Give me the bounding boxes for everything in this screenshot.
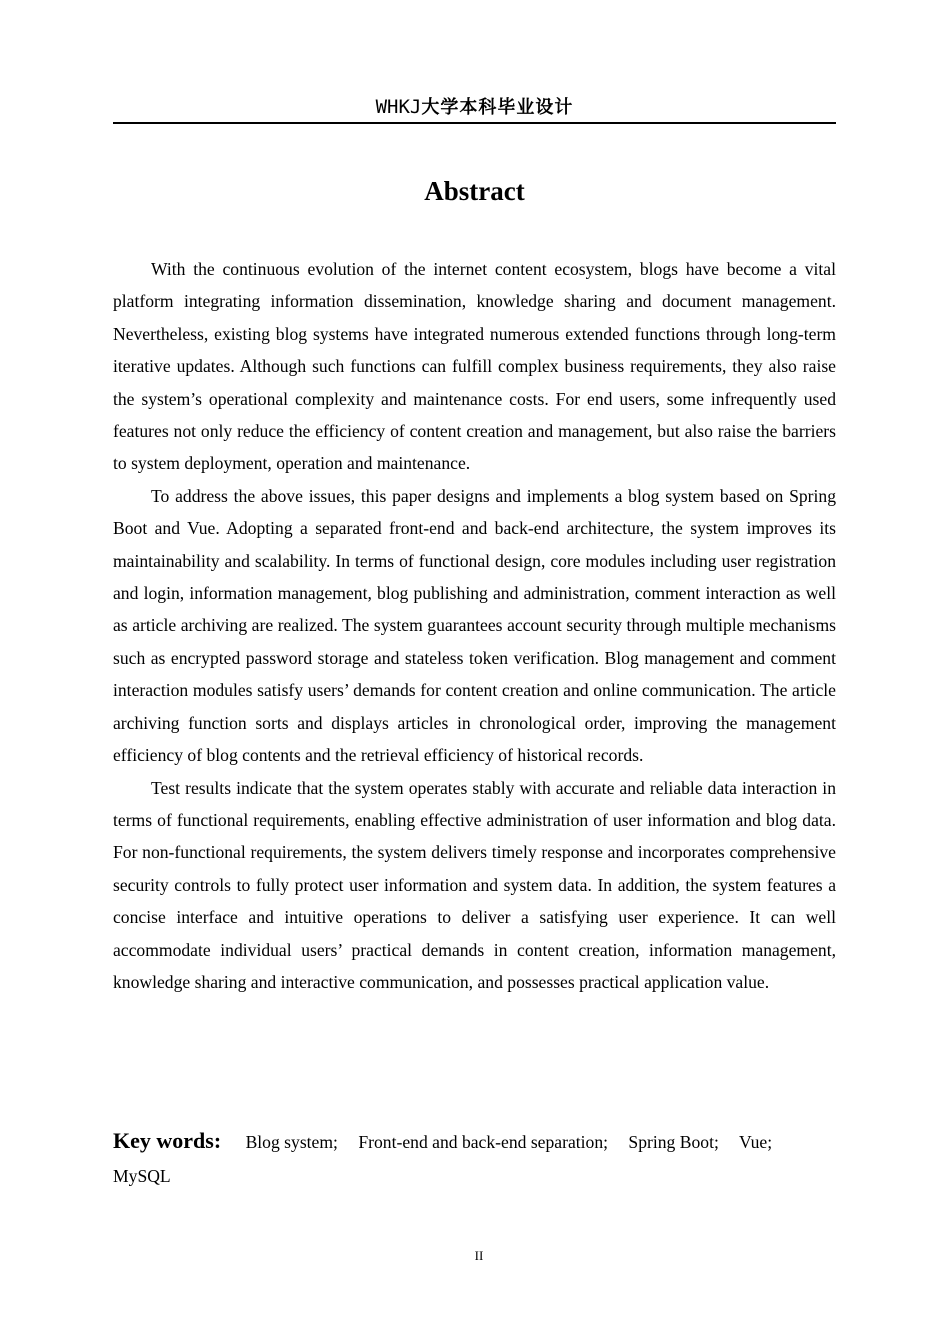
keywords-section (113, 1124, 836, 1193)
keyword-item: Blog system; (245, 1132, 338, 1152)
abstract-body (113, 253, 836, 998)
keywords-label: Key words: (113, 1128, 222, 1153)
keyword-item: MySQL (113, 1166, 171, 1186)
header-school-code: WHKJ (375, 96, 422, 118)
keyword-item: Spring Boot; (628, 1132, 719, 1152)
keyword-item: Front-end and back-end separation; (358, 1132, 609, 1152)
abstract-title: Abstract (424, 176, 525, 206)
keyword-item: Vue; (738, 1132, 773, 1152)
abstract-paragraph: Test results indicate that the system operates stably with accurate and reliable data interaction in terms of functional requirements, enabling effective administration of user information and blog data. For non-functional requirements, the system delivers timely response and incorporates comprehensive security controls to fully protect user information and system data. In addition, the system features a concise interface and intuitive operations to deliver a satisfying user experience. It can well accommodate individual users’ practical demands in content creation, information management, knowledge sharing and interactive communication, and possesses practical application value. (113, 777, 836, 992)
page-number: II (474, 1248, 484, 1263)
abstract-paragraph: With the continuous evolution of the internet content ecosystem, blogs have become a vital platform integrating information dissemination, knowledge sharing and document management. Nevertheless, existing blog systems have integrated numerous extended functions through long-term iterative updates. Although such functions can fulfill complex business requirements, they also raise the system’s operational complexity and maintenance costs. For end users, some infrequently used features not only reduce the efficiency of content creation and management, but also raise the barriers to system deployment, operation and maintenance. (113, 259, 836, 474)
page-header (113, 94, 836, 124)
header-title: 大学本科毕业设计 (421, 97, 574, 118)
abstract-paragraph: To address the above issues, this paper designs and implements a blog system based on Spring Boot and Vue. Adopting a separated front-end and back-end architecture, the system improves its maintainability and scalability. In terms of functional design, core modules including user registration and login, information management, blog publishing and administration, comment interaction as well as article archiving are realized. The system guarantees account security through multiple mechanisms such as encrypted password storage and stateless token verification. Blog management and comment interaction modules satisfy users’ demands for content creation and online communication. The article archiving function sorts and displays articles in chronological order, improving the management efficiency of blog contents and the retrieval efficiency of historical records. (113, 485, 836, 766)
